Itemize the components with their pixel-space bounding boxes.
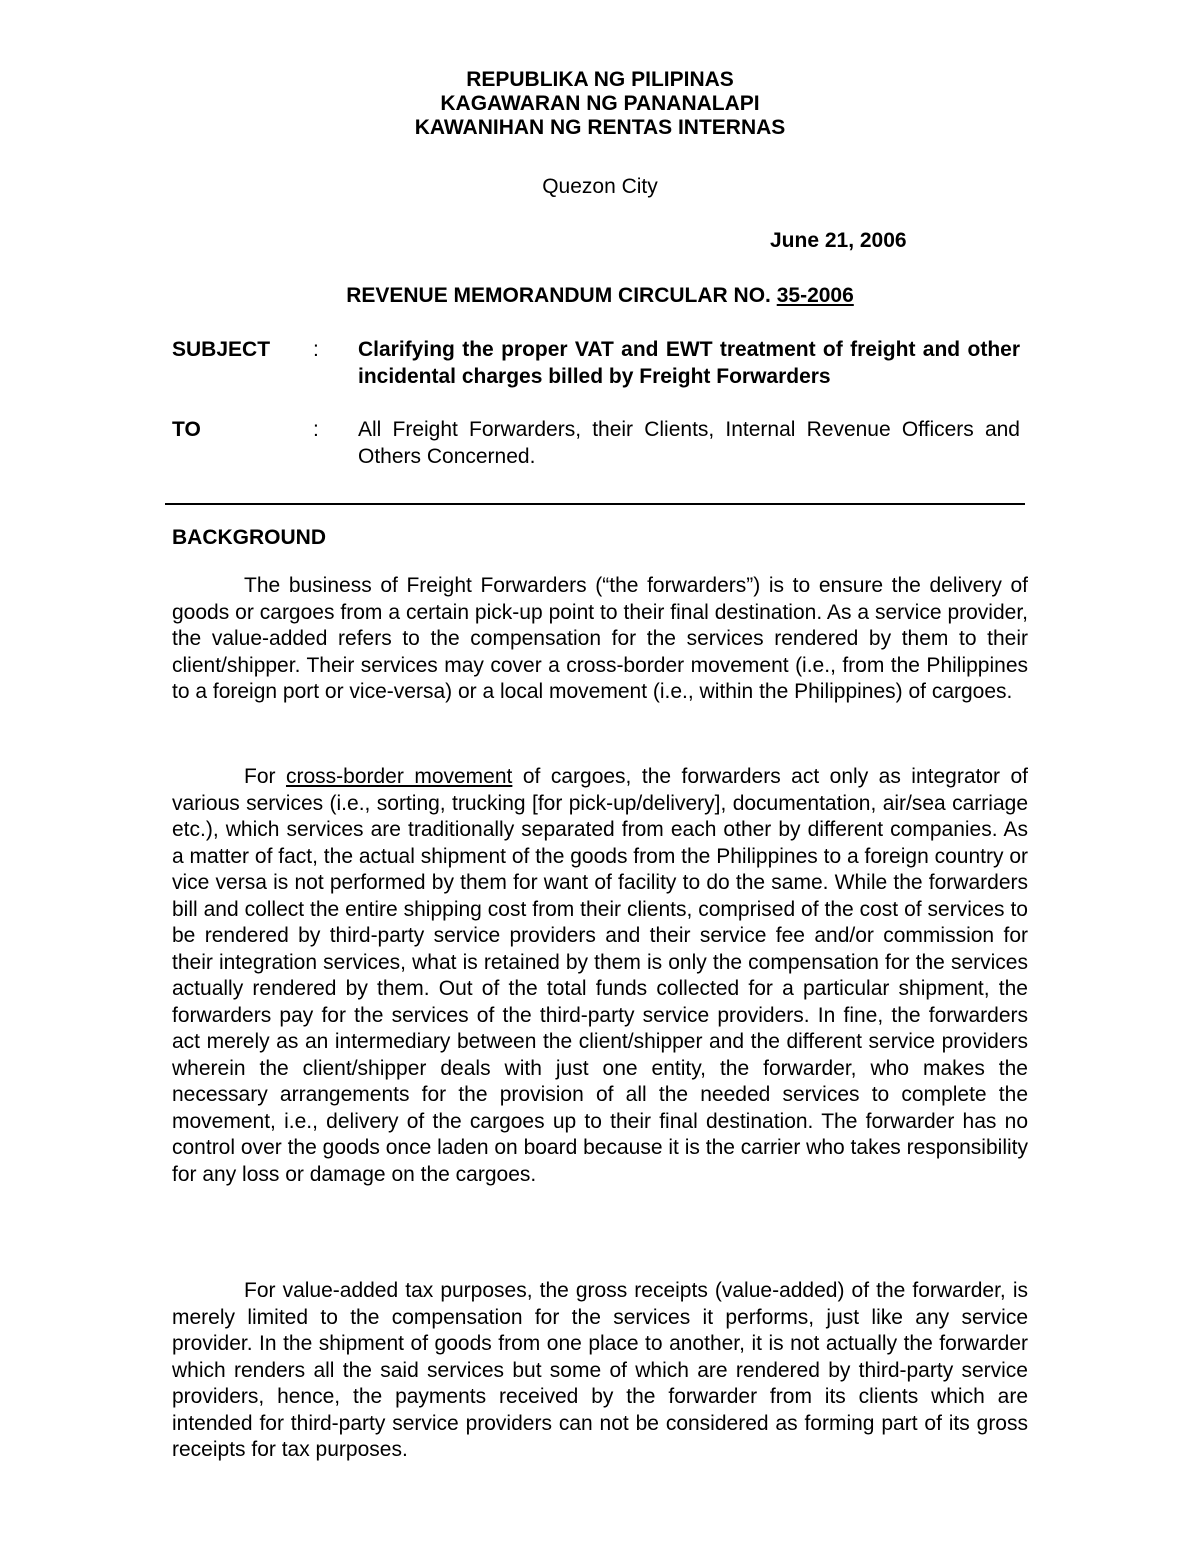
- header-bureau: KAWANIHAN NG RENTAS INTERNAS: [414, 116, 786, 139]
- section-title-background: BACKGROUND: [172, 526, 326, 549]
- paragraph-2-rest: of cargoes, the forwarders act only as integrator of various services (i.e., sorting, trucking [for pick-up/delivery], documentation, air/sea carriage etc.), which services are traditionally separated from each other by different companies. As a matter of fact, the actual shipment of the goods from the Philippines to a foreign country or vice versa is not performed by them for want of facility to do the same. While the forwarders bill and collect the entire shipping cost from their clients, comprised of the cost of services to be rendered by third-party service providers and their service fee and/or commission for their integration services, what is retained by them is only the compensation for the services actually rendered by them. Out of the total funds collected for a particular shipment, the forwarders pay for the services of the third-party service providers. In fine, the forwarders act merely as an intermediary between the client/shipper and the different service providers wherein the client/shipper deals with just one entity, the forwarder, who makes the necessary arrangements for the provision of all the needed services to complete the movement, i.e., delivery of the cargoes up to their final destination. The forwarder has no control over the goods once laden on board because it is the carrier who takes responsibility for any loss or damage on the cargoes.: [172, 765, 1029, 1186]
- subject-label: SUBJECT: [172, 338, 271, 361]
- paragraph-2: [172, 764, 1028, 1188]
- subject-text: Clarifying the proper VAT and EWT treatment of freight and other incidental charges billed by Freight Forwarders: [358, 338, 1020, 388]
- paragraph-1: The business of Freight Forwarders (“the forwarders”) is to ensure the delivery of goods or cargoes from a certain pick-up point to their final destination. As a service provider, the value-added refers to the compensation for the services rendered by them to their client/shipper. Their services may cover a cross-border movement (i.e., from the Philippines to a foreign port or vice-versa) or a local movement (i.e., within the Philippines) of cargoes.: [172, 574, 1028, 703]
- circular-prefix: REVENUE MEMORANDUM CIRCULAR NO.: [346, 284, 771, 307]
- paragraph-3: For value-added tax purposes, the gross receipts (value-added) of the forwarder, is merely limited to the compensation for the services it performs, just like any service provider. In the shipment of goods from one place to another, it is not actually the forwarder which renders all the said services but some of which are rendered by third-party service providers, hence, the payments received by the forwarder from its clients which are intended for third-party service providers can not be considered as forming part of its gross receipts for tax purposes.: [172, 1279, 1028, 1461]
- header-department: KAGAWARAN NG PANANALAPI: [440, 92, 760, 115]
- circular-number: 35-2006: [776, 284, 854, 307]
- paragraph-2-underlined: cross-border movement: [285, 765, 513, 788]
- to-label: TO: [172, 418, 201, 441]
- to-text: All Freight Forwarders, their Clients, Internal Revenue Officers and Others Concerned.: [358, 418, 1020, 468]
- document-date: June 21, 2006: [770, 229, 907, 252]
- circular-title: [0, 284, 1200, 308]
- header-block: [0, 68, 1200, 140]
- subject-colon: :: [313, 338, 319, 361]
- city-line: Quezon City: [542, 175, 658, 198]
- separator-rule: [165, 503, 1025, 505]
- header-republic: REPUBLIKA NG PILIPINAS: [466, 68, 734, 91]
- paragraph-2-start: For: [244, 765, 276, 788]
- to-colon: :: [313, 418, 319, 441]
